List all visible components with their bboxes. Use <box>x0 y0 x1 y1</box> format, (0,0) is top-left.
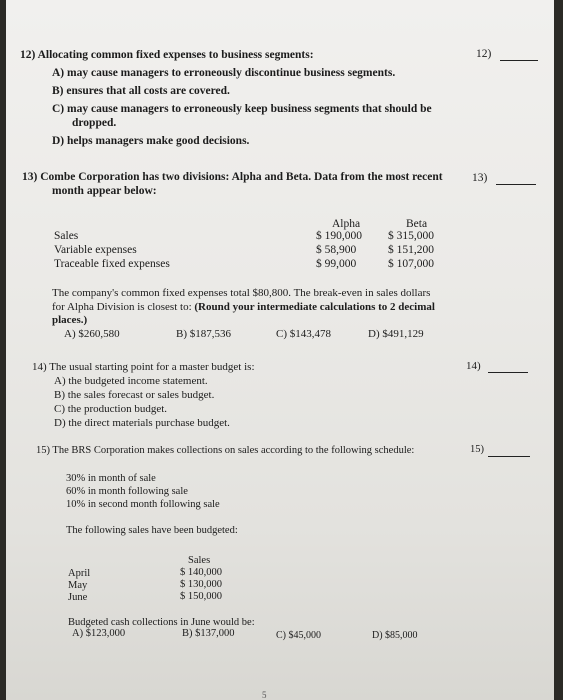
q15-schedule-item: 60% in month following sale <box>66 486 188 497</box>
q13-paragraph-line3: places.) <box>52 314 88 326</box>
sales-header: Sales <box>188 555 211 566</box>
sales-amount: $ 130,000 <box>180 579 222 590</box>
q13-stem-line1: 13) Combe Corporation has two divisions: Alpha and Beta. Data from the most recent <box>22 171 443 183</box>
table-cell-alpha-variable: $ 58,900 <box>316 244 357 256</box>
q13-paragraph-line1: The company's common fixed expenses total $80,800. The break-even in sales dollars <box>52 287 431 299</box>
q13-paragraph-line2 <box>52 300 435 314</box>
page-number: 5 <box>262 690 267 700</box>
q13-choice-b[interactable]: B) $187,536 <box>176 328 231 340</box>
q13-answer-blank[interactable] <box>496 184 536 185</box>
sales-amount: $ 140,000 <box>180 567 222 578</box>
q15-answer-blank[interactable] <box>488 456 530 457</box>
q14-answer-blank[interactable] <box>488 372 528 373</box>
q15-schedule-item: 10% in second month following sale <box>66 499 220 510</box>
q12-choice-c-cont: dropped. <box>72 117 117 129</box>
q15-schedule-item: 30% in month of sale <box>66 473 156 484</box>
q15-number: 15) <box>470 444 484 455</box>
q12-answer-blank[interactable] <box>500 60 538 61</box>
table-cell-beta-traceable: $ 107,000 <box>388 258 434 270</box>
q15-choice-b[interactable]: B) $137,000 <box>182 628 235 639</box>
q15-question: Budgeted cash collections in June would be: <box>68 617 255 628</box>
q12-choice-b[interactable]: B) ensures that all costs are covered. <box>52 85 230 97</box>
q13-number: 13) <box>472 172 488 184</box>
q15-budgeted-intro: The following sales have been budgeted: <box>66 525 238 536</box>
exam-page <box>6 0 554 700</box>
sales-month: April <box>68 568 91 579</box>
q14-choice-b[interactable]: B) the sales forecast or sales budget. <box>54 389 215 401</box>
q13-choice-c[interactable]: C) $143,478 <box>276 328 331 340</box>
q12-number: 12) <box>476 48 492 60</box>
q15-stem: 15) The BRS Corporation makes collections on sales according to the following schedule: <box>36 445 415 456</box>
q15-choice-a[interactable]: A) $123,000 <box>72 628 126 639</box>
q12-choice-c[interactable]: C) may cause managers to erroneously keep business segments that should be <box>52 103 432 115</box>
q13-paragraph-line2-plain: for Alpha Division is closest to: <box>52 301 195 313</box>
table-header-beta: Beta <box>406 218 428 230</box>
table-row-label-variable: Variable expenses <box>54 244 137 256</box>
table-cell-alpha-sales: $ 190,000 <box>316 230 362 242</box>
bleed-through-text <box>276 196 279 207</box>
q13-choice-d[interactable]: D) $491,129 <box>368 328 424 340</box>
table-row-label-sales: Sales <box>54 230 79 242</box>
q14-choice-d[interactable]: D) the direct materials purchase budget. <box>54 417 230 429</box>
sales-month: June <box>68 592 88 603</box>
q12-choice-d[interactable]: D) helps managers make good decisions. <box>52 135 250 147</box>
q14-choice-c[interactable]: C) the production budget. <box>54 403 168 415</box>
sales-month: May <box>68 580 88 591</box>
q14-number: 14) <box>466 360 481 372</box>
table-cell-beta-sales: $ 315,000 <box>388 230 434 242</box>
q13-paragraph-line2-bold: (Round your intermediate calculations to 2 decimal <box>194 301 435 313</box>
q13-stem-line2: month appear below: <box>52 185 157 197</box>
q15-choice-c[interactable]: C) $45,000 <box>276 630 321 641</box>
q14-choice-a[interactable]: A) the budgeted income statement. <box>54 375 208 387</box>
q12-stem: 12) Allocating common fixed expenses to business segments: <box>20 49 314 61</box>
table-cell-beta-variable: $ 151,200 <box>388 244 434 256</box>
q15-choice-d[interactable]: D) $85,000 <box>372 630 418 641</box>
q12-choice-a[interactable]: A) may cause managers to erroneously discontinue business segments. <box>52 67 396 79</box>
table-row-label-traceable: Traceable fixed expenses <box>54 258 170 270</box>
q14-stem: 14) The usual starting point for a master budget is: <box>32 361 255 373</box>
table-cell-alpha-traceable: $ 99,000 <box>316 258 357 270</box>
sales-amount: $ 150,000 <box>180 591 222 602</box>
q13-choice-a[interactable]: A) $260,580 <box>64 328 120 340</box>
table-header-alpha: Alpha <box>332 218 361 230</box>
